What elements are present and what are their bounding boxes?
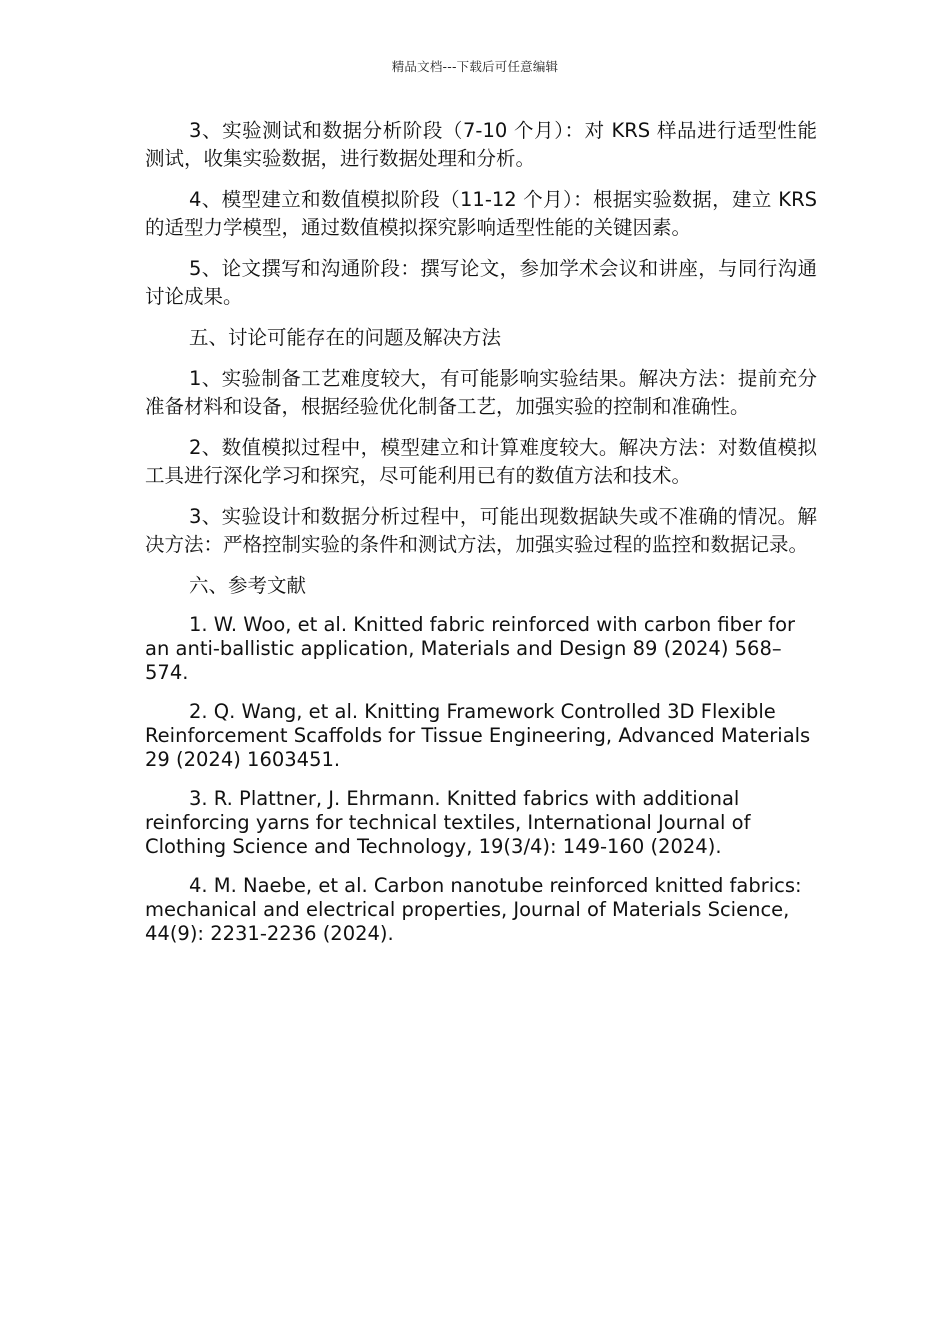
reference-item-3: 3. R. Plattner, J. Ehrmann. Knitted fabrics with additional reinforcing yarns for technical textiles, International Journal of Clothing Science and Technology, 19(3/4): 149-160 (2024). [145, 787, 751, 858]
reference-item-1: 1. W. Woo, et al. Knitted fabric reinforced with carbon fiber for an anti-ballistic application, Materials and Design 89 (2024) 568–574. [145, 613, 796, 684]
page-header: 精品文档---下载后可任意编辑 [391, 59, 559, 74]
reference-item-2: 2. Q. Wang, et al. Knitting Framework Controlled 3D Flexible Reinforcement Scaffolds for Tissue Engineering, Advanced Materials 29 (2024) 1603451. [145, 700, 811, 771]
reference-item-4: 4. M. Naebe, et al. Carbon nanotube reinforced knitted fabrics: mechanical and electrical properties, Journal of Materials Science, 44(9): 2231-2236 (2024). [145, 874, 802, 945]
section-heading-problems: 五、讨论可能存在的问题及解决方法 [189, 326, 502, 349]
paragraph-stage-5: 5、论文撰写和沟通阶段：撰写论文，参加学术会议和讲座，与同行沟通讨论成果。 [145, 257, 817, 308]
paragraph-stage-4: 4、模型建立和数值模拟阶段（11-12 个月）：根据实验数据，建立 KRS 的适型力学模型，通过数值模拟探究影响适型性能的关键因素。 [145, 188, 817, 239]
paragraph-stage-3: 3、实验测试和数据分析阶段（7-10 个月）：对 KRS 样品进行适型性能测试，收集实验数据，进行数据处理和分析。 [145, 119, 817, 170]
document-body [145, 117, 817, 961]
section-heading-references: 六、参考文献 [189, 574, 307, 597]
paragraph-problem-3: 3、实验设计和数据分析过程中，可能出现数据缺失或不准确的情况。解决方法：严格控制实验的条件和测试方法，加强实验过程的监控和数据记录。 [145, 505, 817, 556]
paragraph-problem-2: 2、数值模拟过程中，模型建立和计算难度较大。解决方法：对数值模拟工具进行深化学习和探究，尽可能利用已有的数值方法和技术。 [145, 436, 817, 487]
paragraph-problem-1: 1、实验制备工艺难度较大，有可能影响实验结果。解决方法：提前充分准备材料和设备，根据经验优化制备工艺，加强实验的控制和准确性。 [145, 367, 817, 418]
